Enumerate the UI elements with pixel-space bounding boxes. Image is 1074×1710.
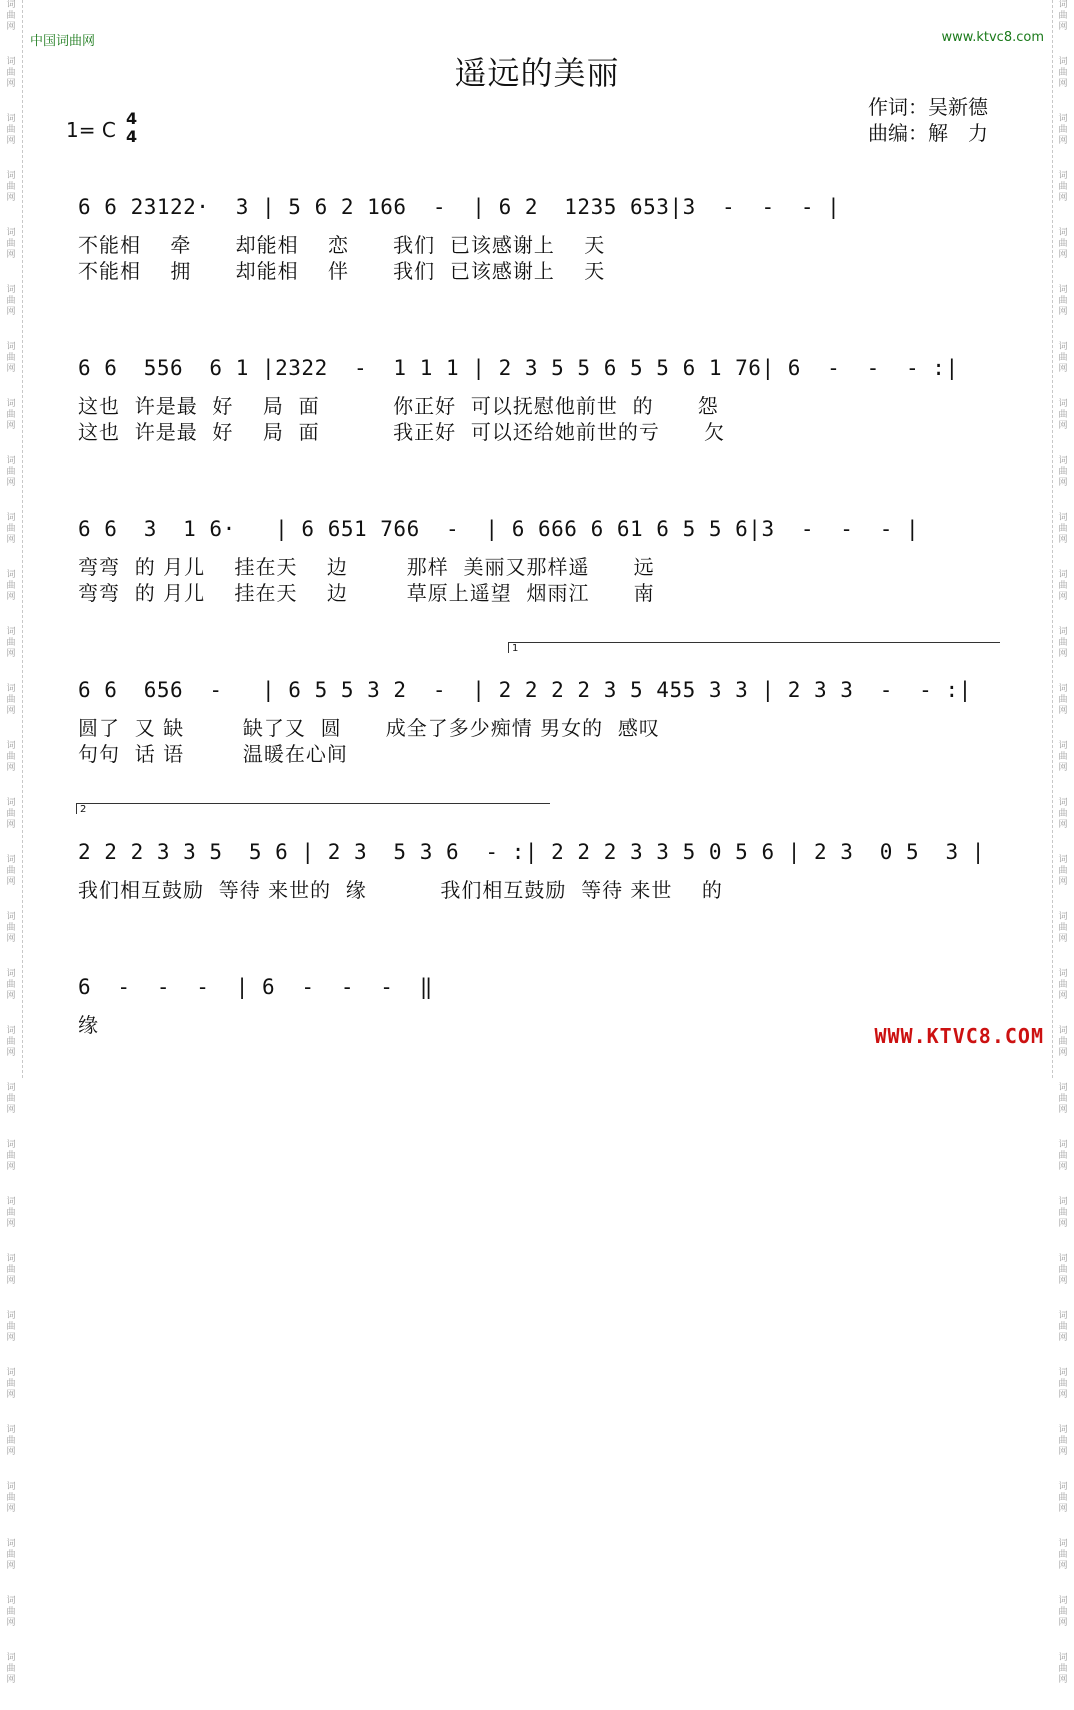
notation-line: 6 6 3 1 6· | 6 651 766 - | 6 666 6 61 6 5 5 6|3 - - - | [78, 517, 920, 541]
lyricist: 作词：吴新德 [868, 95, 988, 119]
song-title: 遥远的美丽 [454, 54, 620, 92]
credits [868, 94, 988, 146]
time-signature-bottom: 4 [126, 127, 138, 146]
lyric-verse-1: 缘 [78, 1013, 99, 1037]
footer-logo[interactable]: WWW.KTVC8.COM [874, 1024, 1044, 1048]
lyric-verse-1: 圆了 又 缺 缺了又 圆 成全了多少痴情 男女的 感叹 [78, 716, 660, 740]
time-signature-top: 4 [126, 109, 138, 128]
right-watermark: 词 曲 网 词 曲 网 词 曲 网 词 曲 网 词 曲 网 词 曲 网 词 曲 网 词 曲 网 词 曲 网 词 曲 网 词 曲 网 词 曲 网 词 曲 网 词 曲 网 词 曲 网 词 曲 网 词 曲 网 词 曲 网 词 曲 网 词 曲 网 词 曲 网 词 曲 网 词 曲 网 词 曲 网 词 曲 网 词 曲 网 词 曲 网 词 曲 网 词 曲 网 词 曲 网 [1058, 0, 1068, 1685]
notation-line: 6 6 656 - | 6 5 5 3 2 - | 2 2 2 2 3 5 455 3 3 | 2 3 3 - - :| [78, 678, 972, 702]
notation-line: 6 6 23122· 3 | 5 6 2 166 - | 6 2 1235 653|3 - - - | [78, 195, 841, 219]
lyric-verse-1: 不能相 牵 却能相 恋 我们 已该感谢上 天 [78, 233, 606, 257]
left-watermark: 词 曲 网 词 曲 网 词 曲 网 词 曲 网 词 曲 网 词 曲 网 词 曲 网 词 曲 网 词 曲 网 词 曲 网 词 曲 网 词 曲 网 词 曲 网 词 曲 网 词 曲 网 词 曲 网 词 曲 网 词 曲 网 词 曲 网 词 曲 网 词 曲 网 词 曲 网 词 曲 网 词 曲 网 词 曲 网 词 曲 网 词 曲 网 词 曲 网 词 曲 网 词 曲 网 [6, 0, 16, 1685]
key-signature: 1= C [66, 118, 116, 142]
lyric-verse-2: 句句 话 语 温暖在心间 [78, 742, 348, 766]
lyric-verse-2: 弯弯 的 月儿 挂在天 边 草原上遥望 烟雨江 南 [78, 581, 655, 605]
lyric-verse-2: 不能相 拥 却能相 伴 我们 已该感谢上 天 [78, 259, 606, 283]
lyric-verse-2: 这也 许是最 好 局 面 我正好 可以还给她前世的亏 欠 [78, 420, 726, 444]
volta-bracket-1: 1 [508, 642, 1000, 653]
arranger: 曲编：解 力 [868, 121, 988, 145]
notation-line: 2 2 2 3 3 5 5 6 | 2 3 5 3 6 - :| 2 2 2 3 3 5 0 5 6 | 2 3 0 5 3 | [78, 840, 985, 864]
left-border-line [22, 0, 23, 1078]
notation-line: 6 6 556 6 1 |2322 - 1 1 1 | 2 3 5 5 6 5 5 6 1 76| 6 - - - :| [78, 356, 959, 380]
lyric-verse-1: 弯弯 的 月儿 挂在天 边 那样 美丽又那样遥 远 [78, 555, 655, 579]
notation-line: 6 - - - | 6 - - - ‖ [78, 975, 433, 999]
lyric-verse-1: 这也 许是最 好 局 面 你正好 可以抚慰他前世 的 怨 [78, 394, 719, 418]
volta-bracket-2: 2 [76, 803, 550, 814]
site-name-cn[interactable]: 中国词曲网 [30, 34, 96, 49]
lyric-verse-1: 我们相互鼓励 等待 来世的 缘 我们相互鼓励 等待 来世 的 [78, 878, 723, 902]
site-url[interactable]: www.ktvc8.com [941, 30, 1044, 45]
right-border-line [1052, 0, 1053, 1078]
time-signature [126, 110, 137, 146]
